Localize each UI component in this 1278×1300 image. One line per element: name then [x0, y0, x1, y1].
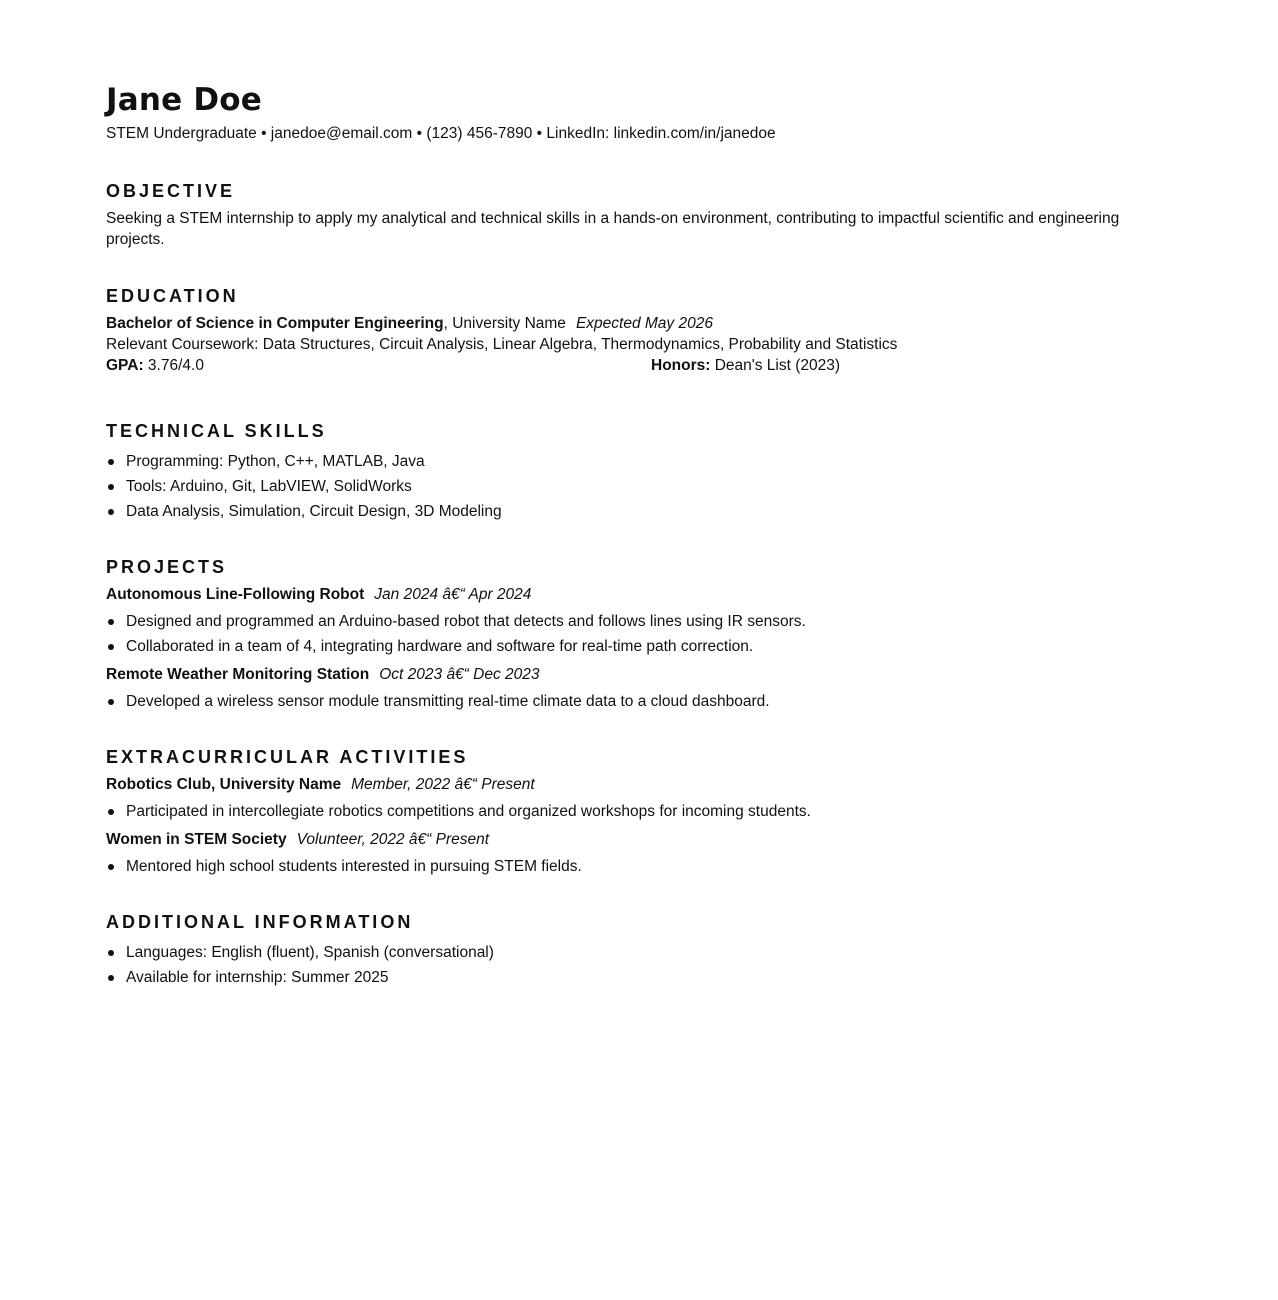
objective-section [106, 179, 1166, 250]
section-title-objective: OBJECTIVE [106, 181, 236, 201]
activity-heading [106, 774, 1166, 795]
list-item: Collaborated in a team of 4, integrating hardware and software for real-time path correction. [106, 634, 1166, 659]
project-heading [106, 584, 1166, 605]
education-date: Expected May 2026 [575, 315, 713, 332]
list-item: Mentored high school students interested in pursuing STEM fields. [106, 854, 1166, 879]
candidate-name: Jane Doe [106, 82, 262, 118]
activity-name: Robotics Club, University Name [106, 776, 342, 793]
activity-date: Member, 2022 â€“ Present [351, 776, 535, 793]
projects-section [106, 555, 1166, 714]
section-title-education: EDUCATION [106, 286, 239, 306]
section-title-projects: PROJECTS [106, 557, 228, 577]
list-item: Data Analysis, Simulation, Circuit Design, 3D Modeling [106, 499, 1166, 524]
resume-page [106, 80, 1166, 990]
list-item: Tools: Arduino, Git, LabVIEW, SolidWorks [106, 474, 1166, 499]
honors [651, 355, 840, 376]
activity-name: Women in STEM Society [106, 831, 287, 848]
list-item: Programming: Python, C++, MATLAB, Java [106, 449, 1166, 474]
list-item: Developed a wireless sensor module transmitting real-time climate data to a cloud dashboard. [106, 689, 1166, 714]
project-heading [106, 664, 1166, 685]
activity-heading [106, 829, 1166, 850]
project-date: Jan 2024 â€“ Apr 2024 [374, 586, 532, 603]
objective-text: Seeking a STEM internship to apply my analytical and technical skills in a hands-on environment, contributing to impactful scientific and engineering projects. [106, 210, 1120, 248]
project-name: Autonomous Line-Following Robot [106, 586, 365, 603]
degree-line [106, 313, 1166, 334]
list-item: Available for internship: Summer 2025 [106, 965, 1166, 990]
list-item: Designed and programmed an Arduino-based robot that detects and follows lines using IR sensors. [106, 609, 1166, 634]
section-title-activities: EXTRACURRICULAR ACTIVITIES [106, 747, 469, 767]
gpa-value: 3.76/4.0 [143, 357, 204, 374]
activity-date: Volunteer, 2022 â€“ Present [296, 831, 490, 848]
list-item: Participated in intercollegiate robotics competitions and organized workshops for incoming students. [106, 799, 1166, 824]
honors-value: Dean's List (2023) [710, 357, 841, 374]
gpa-honors-row [106, 355, 1166, 376]
school-name: , University Name [443, 315, 566, 332]
education-section [106, 284, 1166, 376]
activities-section [106, 745, 1166, 879]
additional-list [106, 940, 1166, 990]
skills-section [106, 419, 1166, 524]
project-date: Oct 2023 â€“ Dec 2023 [379, 666, 540, 683]
section-title-additional: ADDITIONAL INFORMATION [106, 912, 414, 932]
list-item: Languages: English (fluent), Spanish (conversational) [106, 940, 1166, 965]
gpa [106, 357, 204, 374]
honors-label: Honors: [651, 357, 711, 374]
contact-line: STEM Undergraduate • janedoe@email.com • (123) 456-7890 • LinkedIn: linkedin.com/in/janedoe [106, 125, 776, 142]
section-title-skills: TECHNICAL SKILLS [106, 421, 327, 441]
project-bullets [106, 609, 1166, 659]
skills-list [106, 449, 1166, 524]
project-bullets [106, 689, 1166, 714]
project-name: Remote Weather Monitoring Station [106, 666, 370, 683]
activity-bullets [106, 854, 1166, 879]
degree-name: Bachelor of Science in Computer Engineering [106, 315, 444, 332]
gpa-label: GPA: [106, 357, 144, 374]
activity-bullets [106, 799, 1166, 824]
coursework-line: Relevant Coursework: Data Structures, Circuit Analysis, Linear Algebra, Thermodynamics, Probability and Statistics [106, 336, 898, 353]
additional-section [106, 910, 1166, 990]
